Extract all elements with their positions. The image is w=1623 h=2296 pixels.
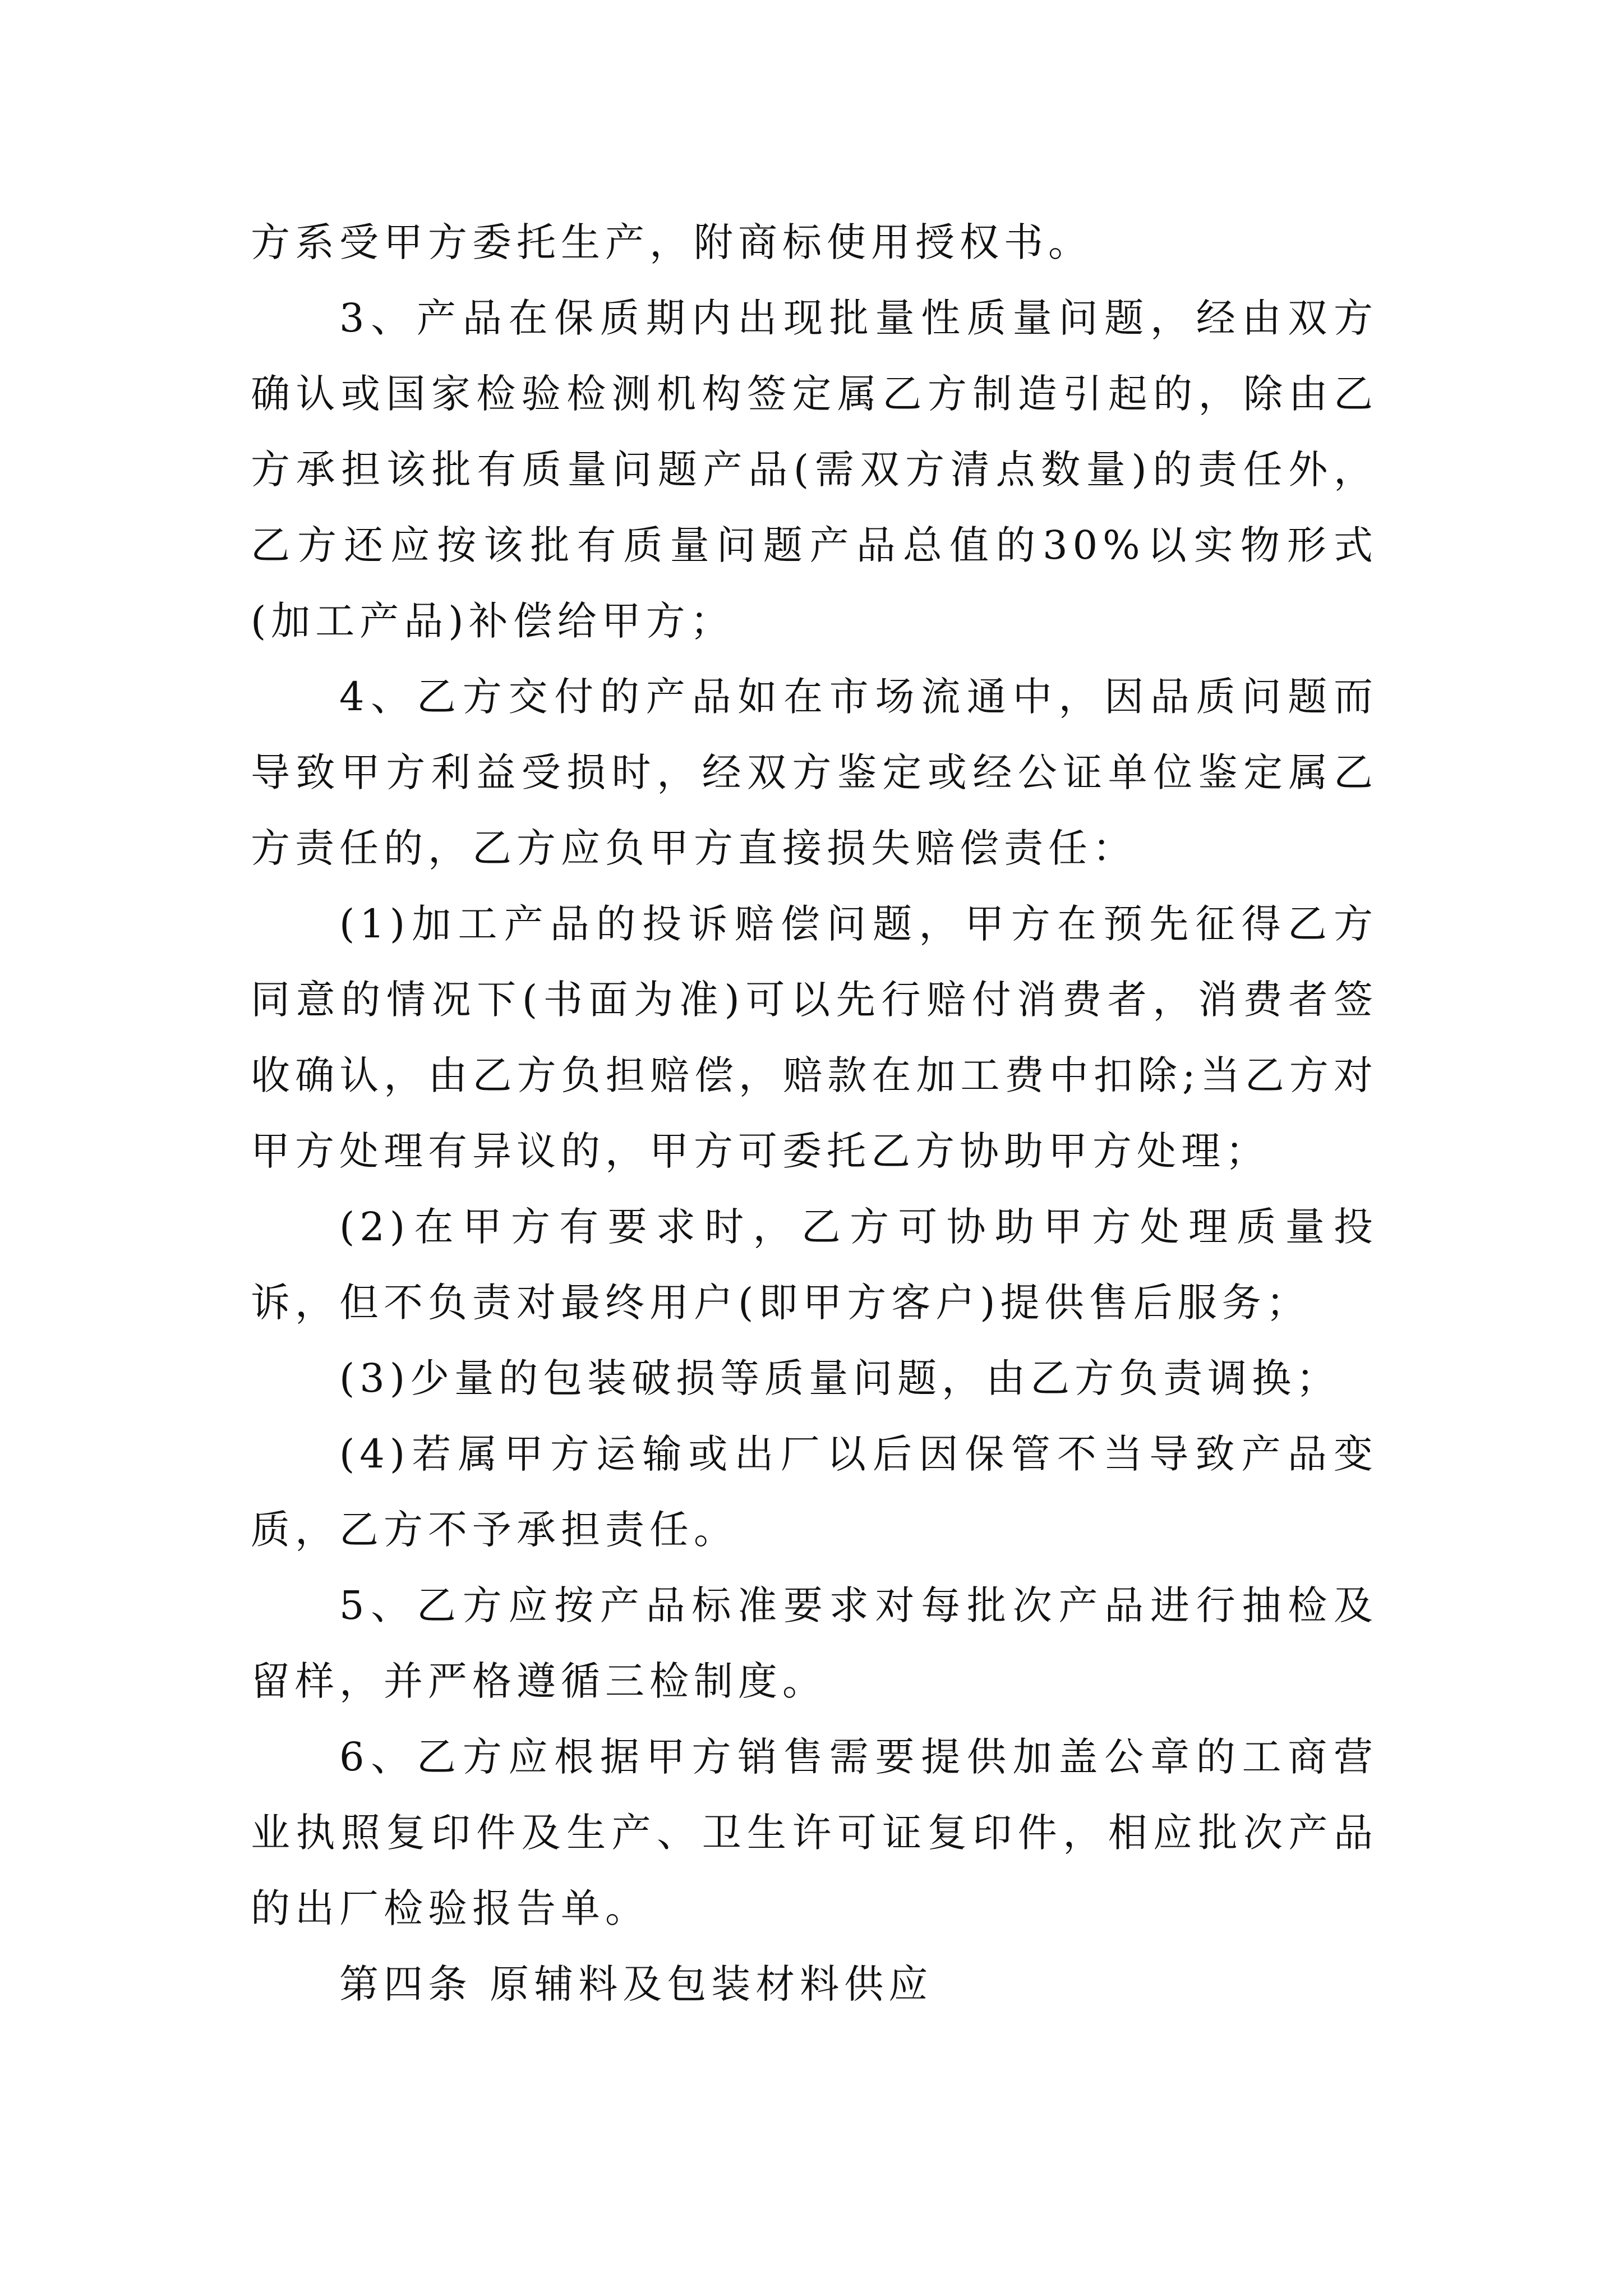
paragraph-clause-3: 3、产品在保质期内出现批量性质量问题，经由双方确认或国家检验检测机构签定属乙方制造引起的，除由乙方承担该批有质量问题产品(需双方清点数量)的责任外，乙方还应按该批有质量问题产品总值的30%以实物形式(加工产品)补偿给甲方； [251,295,1378,644]
paragraph-item-2: (2)在甲方有要求时，乙方可协助甲方处理质量投诉，但不负责对最终用户(即甲方客户)提供售后服务； [251,1204,1378,1326]
paragraph-item-1: (1)加工产品的投诉赔偿问题，甲方在预先征得乙方同意的情况下(书面为准)可以先行赔付消费者，消费者签收确认，由乙方负担赔偿，赔款在加工费中扣除;当乙方对甲方处理有异议的，甲方可委托乙方协助甲方处理； [251,901,1378,1174]
paragraph-item-4: (4)若属甲方运输或出厂以后因保管不当导致产品变质，乙方不予承担责任。 [251,1431,1378,1553]
paragraph-clause-6: 6、乙方应根据甲方销售需要提供加盖公章的工商营业执照复印件及生产、卫生许可证复印件，相应批次产品的出厂检验报告单。 [251,1734,1378,1931]
section-heading-article-4: 第四条 原辅料及包装材料供应 [339,1961,933,2007]
paragraph-item-3: (3)少量的包装破损等质量问题，由乙方负责调换； [339,1355,1341,1401]
paragraph-clause-4: 4、乙方交付的产品如在市场流通中，因品质问题而导致甲方利益受损时，经双方鉴定或经公证单位鉴定属乙方责任的，乙方应负甲方直接损失赔偿责任： [251,674,1378,871]
paragraph-clause-5: 5、乙方应按产品标准要求对每批次产品进行抽检及留样，并严格遵循三检制度。 [251,1582,1378,1704]
paragraph-continuation: 方系受甲方委托生产，附商标使用授权书。 [251,219,1092,265]
document-body [251,205,1378,2022]
